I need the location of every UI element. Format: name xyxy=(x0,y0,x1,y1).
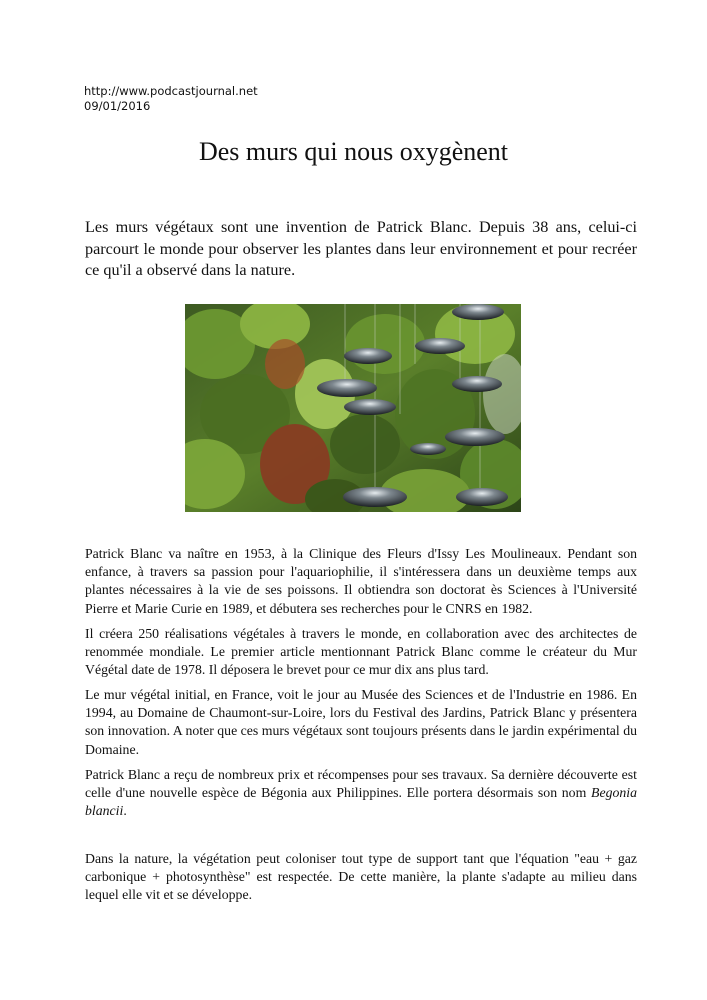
awards-text-end: . xyxy=(123,803,127,819)
paragraph-nature: Dans la nature, la végétation peut coloniser tout type de support tant que l'équation "eau + gaz carbonique + photosynthèse" est respectée. De cette manière, la plante s'adapte au milieu dans lequel elle vit et se développe. xyxy=(85,851,637,903)
publication-date: 09/01/2016 xyxy=(84,99,151,113)
paragraph-awards xyxy=(85,766,637,821)
paragraph-biography: Patrick Blanc va naître en 1953, à la Clinique des Fleurs d'Issy Les Moulineaux. Pendant son enfance, à travers sa passion pour l'aquariophilie, il s'intéressera dans un deuxième temps aux plantes nécessaires à la vie de ses poissons. Il obtiendra son doctorat ès Sciences à l'Université Pierre et Marie Curie en 1989, et débutera ses recherches pour le CNRS en 1982. xyxy=(85,546,637,616)
article-intro: Les murs végétaux sont une invention de Patrick Blanc. Depuis 38 ans, celui-ci parcourt le monde pour observer les plantes dans leur environnement et pour recréer ce qu'il a observé dans la nature. xyxy=(85,218,637,279)
source-info xyxy=(84,84,258,114)
article-title: Des murs qui nous oxygènent xyxy=(198,137,509,166)
paragraph-realisations: Il créera 250 réalisations végétales à travers le monde, en collaboration avec des architectes de renommée mondiale. Le premier article mentionnant Patrick Blanc comme le créateur du Mur Végétal date de 1978. Il déposera le brevet pour ce mur dix ans plus tard. xyxy=(85,626,637,678)
paragraph-first-wall: Le mur végétal initial, en France, voit le jour au Musée des Sciences et de l'Industrie en 1986. En 1994, au Domaine de Chaumont-sur-Loire, lors du Festival des Jardins, Patrick Blanc y présentera son innovation. A noter que ces murs végétaux sont toujours présents dans le jardin expérimental du Domaine. xyxy=(85,687,637,757)
awards-text: Patrick Blanc a reçu de nombreux prix et récompenses pour ses travaux. Sa dernière découverte est celle d'une nouvelle espèce de Bégonia aux Philippines. Elle portera désormais son nom xyxy=(85,767,637,801)
vertical-garden-photo xyxy=(185,304,521,512)
begonia-species-name: Begonia blancii xyxy=(85,785,637,819)
source-url: http://www.podcastjournal.net xyxy=(84,84,258,98)
